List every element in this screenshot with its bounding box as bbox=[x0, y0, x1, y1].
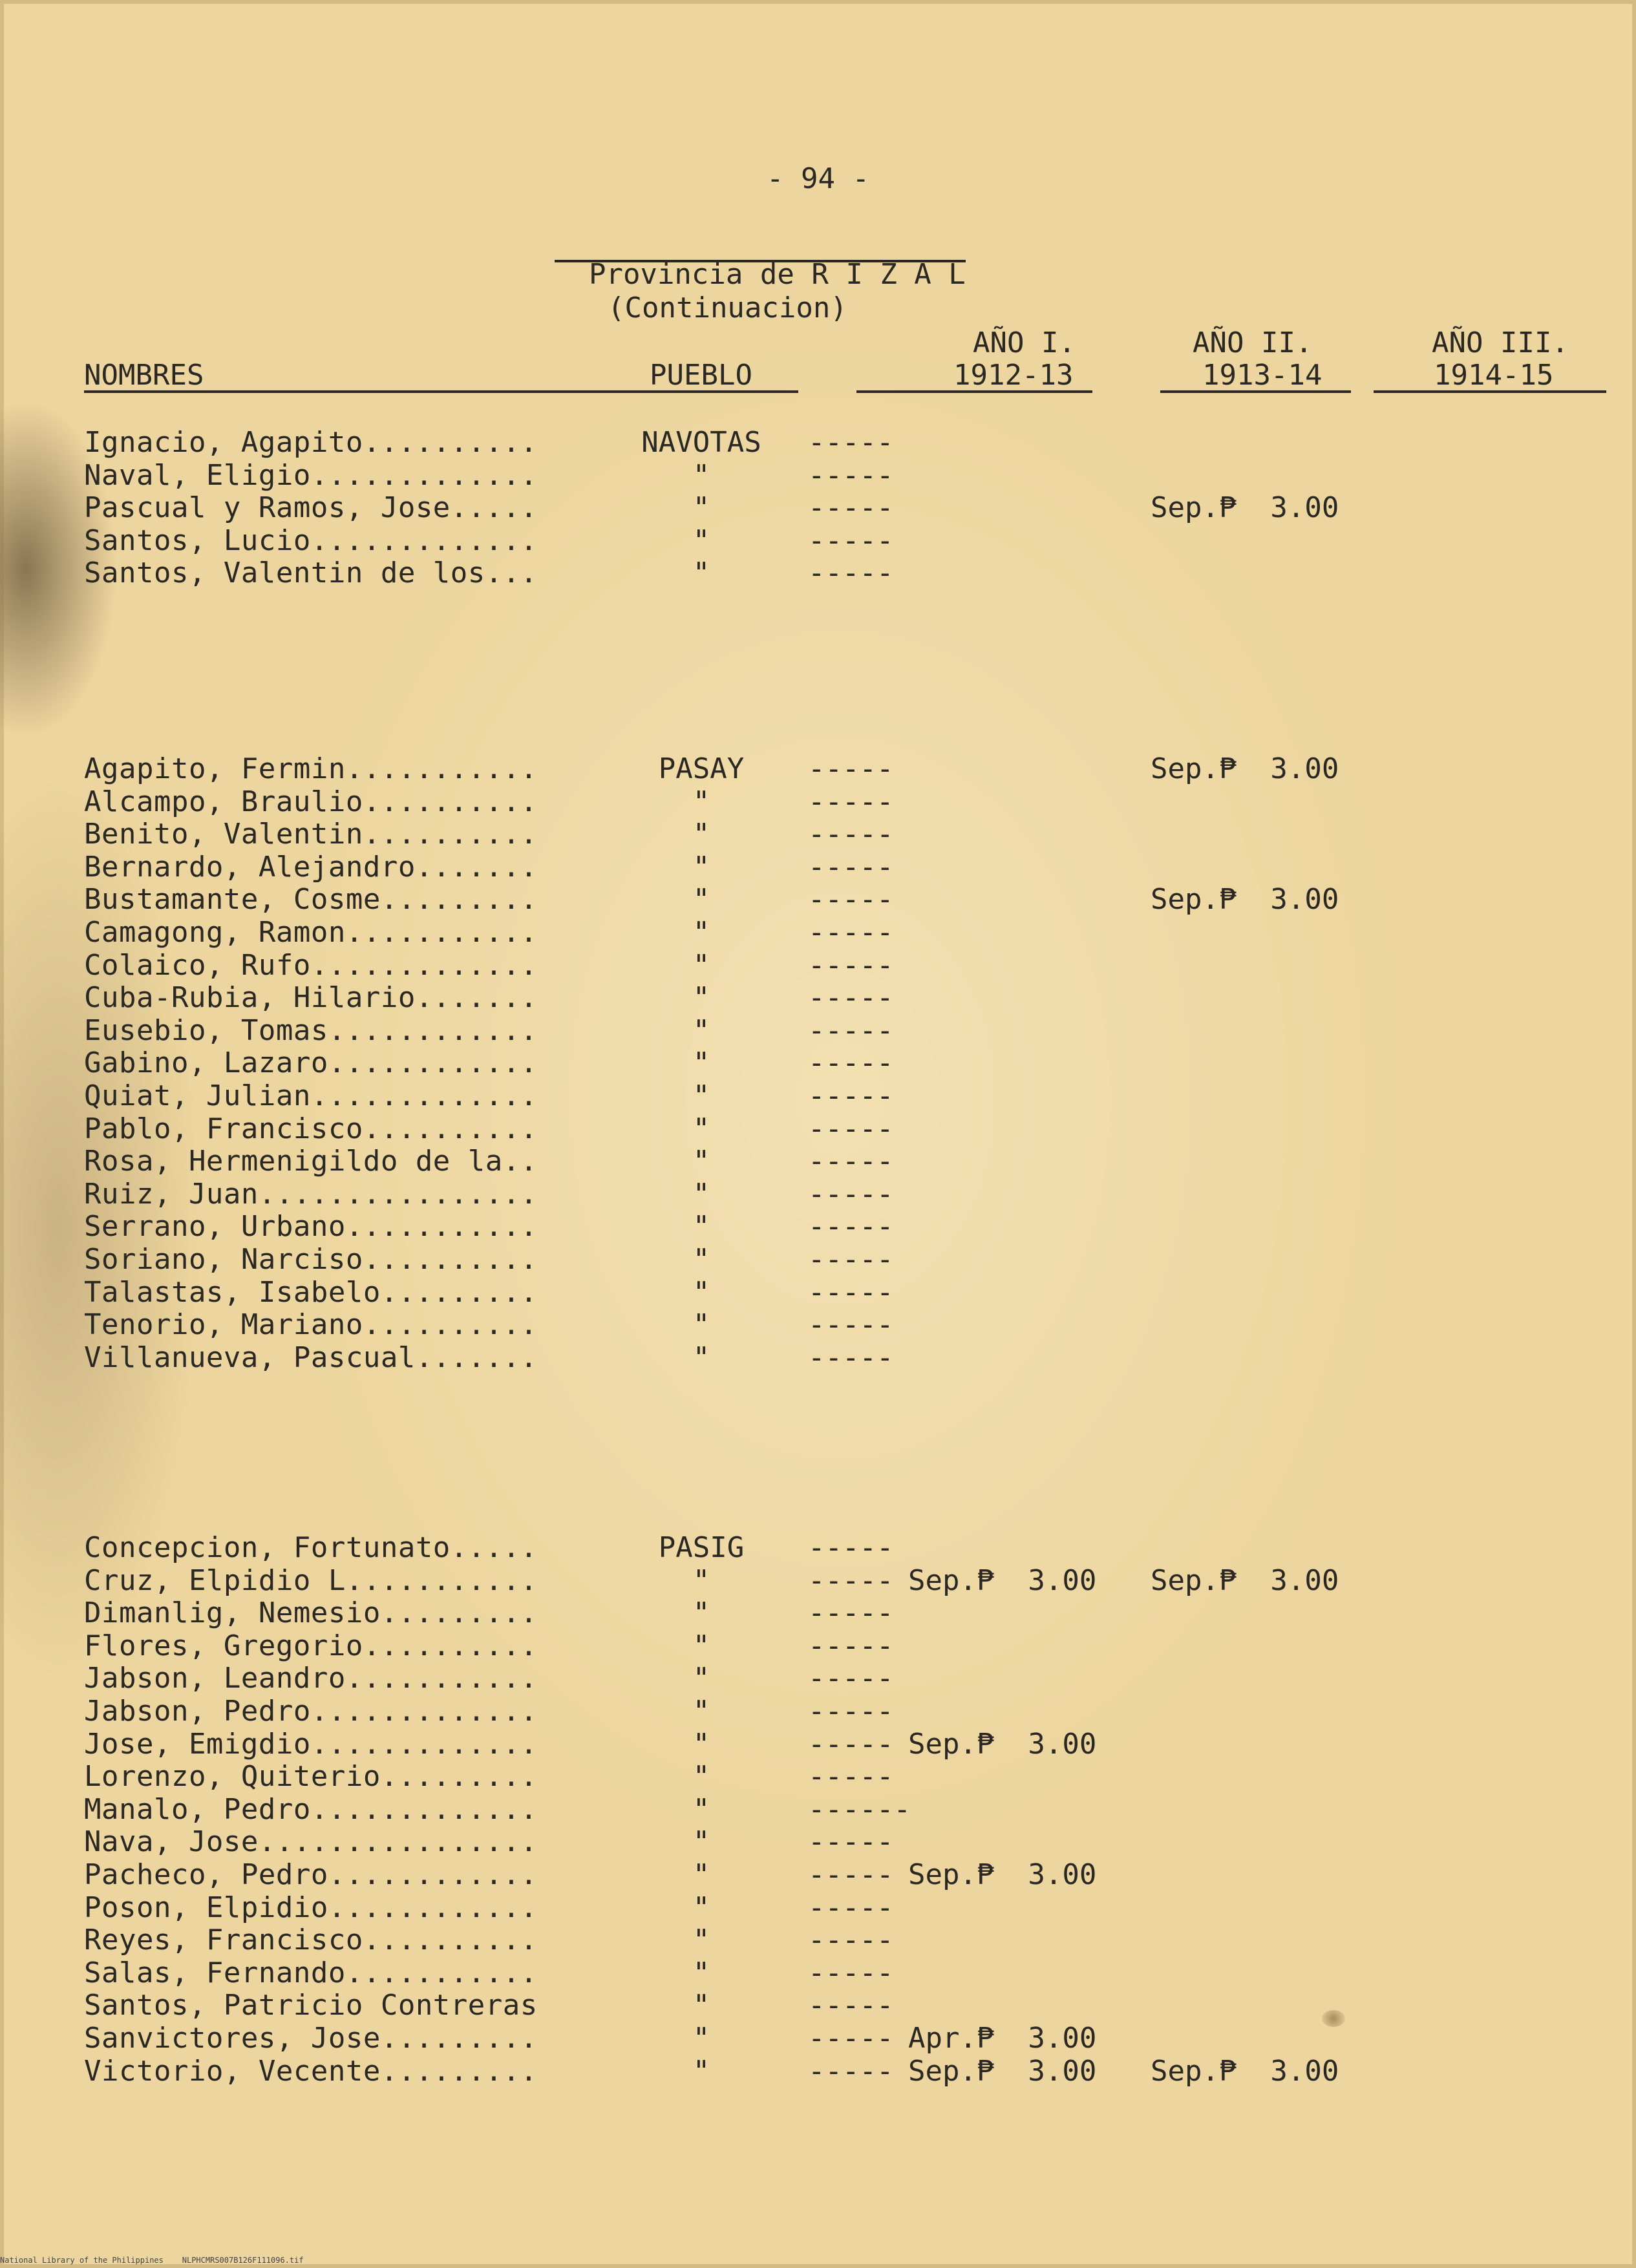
row-name: Gabino, Lazaro............ bbox=[84, 1046, 538, 1079]
row-pueblo: " bbox=[692, 1596, 710, 1629]
row-name: Poson, Elpidio............ bbox=[84, 1891, 538, 1924]
row-payment-ano2: Sep.₱ 3.00 bbox=[1151, 883, 1339, 916]
row-dashes: ----- bbox=[808, 1956, 894, 1989]
row-pueblo: " bbox=[692, 1276, 710, 1309]
row-dashes: ----- bbox=[808, 1308, 894, 1341]
row-name: Santos, Patricio Contreras bbox=[84, 1989, 538, 2022]
row-pueblo: " bbox=[692, 459, 710, 492]
row-payment-ano1: Sep.₱ 3.00 bbox=[908, 1564, 1097, 1597]
row-dashes: ----- bbox=[808, 916, 894, 949]
row-pueblo: " bbox=[692, 1793, 710, 1826]
row-name: Quiat, Julian............. bbox=[84, 1079, 538, 1112]
row-name: Concepcion, Fortunato..... bbox=[84, 1531, 538, 1564]
col-ano2-label: AÑO II. bbox=[1193, 326, 1313, 359]
row-name: Rosa, Hermenigildo de la.. bbox=[84, 1145, 538, 1178]
row-dashes: ----- bbox=[808, 1243, 894, 1276]
row-pueblo: PASAY bbox=[658, 752, 745, 785]
row-name: Eusebio, Tomas............ bbox=[84, 1014, 538, 1047]
row-payment-ano2: Sep.₱ 3.00 bbox=[1151, 752, 1339, 785]
row-pueblo: " bbox=[692, 916, 710, 949]
ink-blot bbox=[1322, 2010, 1345, 2027]
row-dashes: ----- bbox=[808, 459, 894, 492]
row-pueblo: " bbox=[692, 1178, 710, 1211]
row-pueblo: " bbox=[692, 883, 710, 916]
row-name: Pascual y Ramos, Jose..... bbox=[84, 491, 538, 524]
row-pueblo: " bbox=[692, 1956, 710, 1989]
province-title-text: Provincia de R I Z A L bbox=[588, 258, 966, 291]
row-dashes: ----- bbox=[808, 1596, 894, 1629]
row-pueblo: " bbox=[692, 1891, 710, 1924]
row-pueblo: " bbox=[692, 1825, 710, 1858]
col-ano1-label: AÑO I. bbox=[973, 326, 1076, 359]
row-pueblo: " bbox=[692, 1695, 710, 1728]
row-dashes: ----- bbox=[808, 1341, 894, 1374]
row-pueblo: " bbox=[692, 851, 710, 884]
row-name: Jabson, Pedro............. bbox=[84, 1695, 538, 1728]
row-pueblo: " bbox=[692, 1564, 710, 1597]
row-dashes: ----- bbox=[808, 524, 894, 557]
page-number: - 94 - bbox=[767, 162, 869, 195]
row-pueblo: " bbox=[692, 1989, 710, 2022]
row-dashes: ----- bbox=[808, 1695, 894, 1728]
row-pueblo: " bbox=[692, 1662, 710, 1695]
row-pueblo: " bbox=[692, 1629, 710, 1662]
row-name: Reyes, Francisco.......... bbox=[84, 1924, 538, 1956]
row-dashes: ------ bbox=[808, 1793, 911, 1826]
header-rule-names bbox=[84, 390, 798, 393]
header-rule-ano2 bbox=[1160, 390, 1351, 393]
row-name: Lorenzo, Quiterio......... bbox=[84, 1760, 538, 1793]
row-pueblo: " bbox=[692, 1014, 710, 1047]
row-name: Sanvictores, Jose......... bbox=[84, 2022, 538, 2055]
row-pueblo: " bbox=[692, 1858, 710, 1891]
row-dashes: ----- bbox=[808, 1924, 894, 1956]
row-dashes: ----- bbox=[808, 491, 894, 524]
row-payment-ano2: Sep.₱ 3.00 bbox=[1151, 1564, 1339, 1597]
row-pueblo: " bbox=[692, 981, 710, 1014]
row-pueblo: " bbox=[692, 1308, 710, 1341]
row-payment-ano2: Sep.₱ 3.00 bbox=[1151, 2055, 1339, 2088]
row-dashes: ----- bbox=[808, 752, 894, 785]
row-dashes: ----- bbox=[808, 1531, 894, 1564]
row-pueblo: PASIG bbox=[658, 1531, 745, 1564]
row-name: Serrano, Urbano........... bbox=[84, 1210, 538, 1243]
row-dashes: ----- bbox=[808, 556, 894, 589]
row-name: Jose, Emigdio............. bbox=[84, 1728, 538, 1761]
row-dashes: ----- bbox=[808, 1728, 894, 1761]
row-dashes: ----- bbox=[808, 851, 894, 884]
row-dashes: ----- bbox=[808, 1276, 894, 1309]
row-dashes: ----- bbox=[808, 1046, 894, 1079]
row-name: Tenorio, Mariano.......... bbox=[84, 1308, 538, 1341]
row-payment-ano1: Sep.₱ 3.00 bbox=[908, 1858, 1097, 1891]
row-dashes: ----- bbox=[808, 785, 894, 818]
row-name: Dimanlig, Nemesio......... bbox=[84, 1596, 538, 1629]
row-pueblo: " bbox=[692, 1046, 710, 1079]
row-dashes: ----- bbox=[808, 1858, 894, 1891]
row-pueblo: " bbox=[692, 1243, 710, 1276]
row-name: Salas, Fernando........... bbox=[84, 1956, 538, 1989]
row-name: Nava, Jose................ bbox=[84, 1825, 538, 1858]
row-dashes: ----- bbox=[808, 1891, 894, 1924]
row-pueblo: " bbox=[692, 491, 710, 524]
row-name: Villanueva, Pascual....... bbox=[84, 1341, 538, 1374]
col-nombres: NOMBRES bbox=[84, 359, 204, 392]
row-pueblo: " bbox=[692, 1341, 710, 1374]
row-dashes: ----- bbox=[808, 1760, 894, 1793]
row-dashes: ----- bbox=[808, 2055, 894, 2088]
header-rule-ano1 bbox=[856, 390, 1092, 393]
row-name: Alcampo, Braulio.......... bbox=[84, 785, 538, 818]
row-name: Pacheco, Pedro............ bbox=[84, 1858, 538, 1891]
row-name: Ignacio, Agapito.......... bbox=[84, 426, 538, 459]
row-name: Cruz, Elpidio L........... bbox=[84, 1564, 538, 1597]
row-pueblo: " bbox=[692, 785, 710, 818]
row-name: Jabson, Leandro........... bbox=[84, 1662, 538, 1695]
row-name: Agapito, Fermin........... bbox=[84, 752, 538, 785]
row-name: Manalo, Pedro............. bbox=[84, 1793, 538, 1826]
row-dashes: ----- bbox=[808, 1145, 894, 1178]
row-dashes: ----- bbox=[808, 818, 894, 851]
col-pueblo: PUEBLO bbox=[650, 359, 752, 392]
row-dashes: ----- bbox=[808, 1210, 894, 1243]
row-name: Naval, Eligio............. bbox=[84, 459, 538, 492]
col-ano1-years: 1912-13 bbox=[953, 359, 1074, 392]
province-title-underline bbox=[555, 260, 966, 262]
row-name: Ruiz, Juan................ bbox=[84, 1178, 538, 1211]
row-dashes: ----- bbox=[808, 949, 894, 982]
row-dashes: ----- bbox=[808, 1014, 894, 1047]
row-name: Santos, Valentin de los... bbox=[84, 556, 538, 589]
row-payment-ano2: Sep.₱ 3.00 bbox=[1151, 491, 1339, 524]
row-pueblo: " bbox=[692, 1924, 710, 1956]
row-payment-ano1: Sep.₱ 3.00 bbox=[908, 2055, 1097, 2088]
row-dashes: ----- bbox=[808, 1825, 894, 1858]
row-pueblo: " bbox=[692, 949, 710, 982]
row-name: Santos, Lucio............. bbox=[84, 524, 538, 557]
row-name: Cuba-Rubia, Hilario....... bbox=[84, 981, 538, 1014]
row-pueblo: NAVOTAS bbox=[641, 426, 761, 459]
row-name: Benito, Valentin.......... bbox=[84, 818, 538, 851]
row-dashes: ----- bbox=[808, 2022, 894, 2055]
row-pueblo: " bbox=[692, 2022, 710, 2055]
row-pueblo: " bbox=[692, 1112, 710, 1145]
row-dashes: ----- bbox=[808, 981, 894, 1014]
continuation-label: (Continuacion) bbox=[608, 291, 847, 324]
row-pueblo: " bbox=[692, 2055, 710, 2088]
row-name: Soriano, Narciso.......... bbox=[84, 1243, 538, 1276]
row-pueblo: " bbox=[692, 818, 710, 851]
row-dashes: ----- bbox=[808, 1629, 894, 1662]
col-ano3-label: AÑO III. bbox=[1432, 326, 1569, 359]
row-dashes: ----- bbox=[808, 426, 894, 459]
row-payment-ano1: Sep.₱ 3.00 bbox=[908, 1728, 1097, 1761]
row-dashes: ----- bbox=[808, 1989, 894, 2022]
row-name: Pablo, Francisco.......... bbox=[84, 1112, 538, 1145]
row-dashes: ----- bbox=[808, 1112, 894, 1145]
row-pueblo: " bbox=[692, 524, 710, 557]
row-pueblo: " bbox=[692, 1728, 710, 1761]
row-name: Bernardo, Alejandro....... bbox=[84, 851, 538, 884]
row-pueblo: " bbox=[692, 1145, 710, 1178]
row-name: Bustamante, Cosme......... bbox=[84, 883, 538, 916]
row-pueblo: " bbox=[692, 1079, 710, 1112]
row-name: Victorio, Vecente......... bbox=[84, 2055, 538, 2088]
row-name: Colaico, Rufo............. bbox=[84, 949, 538, 982]
row-pueblo: " bbox=[692, 556, 710, 589]
header-rule-ano3 bbox=[1374, 390, 1606, 393]
col-ano2-years: 1913-14 bbox=[1202, 359, 1323, 392]
col-ano3-years: 1914-15 bbox=[1434, 359, 1554, 392]
row-dashes: ----- bbox=[808, 1564, 894, 1597]
row-dashes: ----- bbox=[808, 1079, 894, 1112]
row-name: Talastas, Isabelo......... bbox=[84, 1276, 538, 1309]
row-pueblo: " bbox=[692, 1210, 710, 1243]
row-name: Flores, Gregorio.......... bbox=[84, 1629, 538, 1662]
row-dashes: ----- bbox=[808, 1178, 894, 1211]
row-payment-ano1: Apr.₱ 3.00 bbox=[908, 2022, 1097, 2055]
row-dashes: ----- bbox=[808, 883, 894, 916]
archive-footer: National Library of the Philippines NLPHCMRS007B126F111096.tif bbox=[0, 2256, 304, 2265]
row-name: Camagong, Ramon........... bbox=[84, 916, 538, 949]
row-dashes: ----- bbox=[808, 1662, 894, 1695]
row-pueblo: " bbox=[692, 1760, 710, 1793]
